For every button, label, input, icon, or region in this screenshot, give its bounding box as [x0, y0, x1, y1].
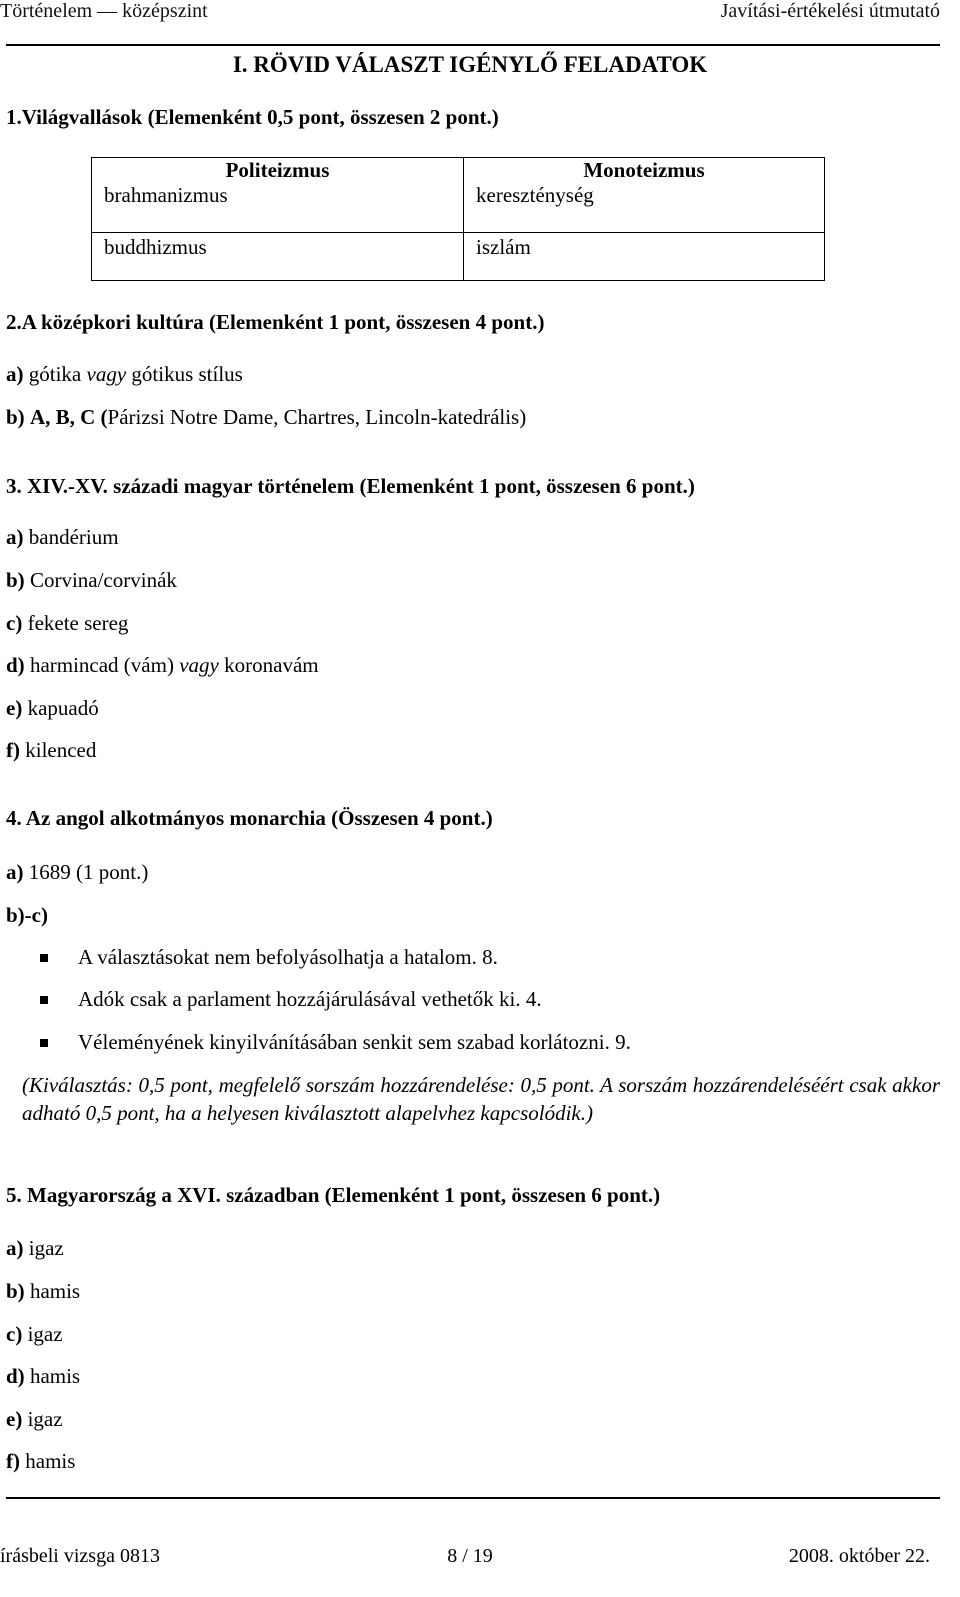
answer-label: a) — [6, 1236, 24, 1260]
header-rule — [6, 44, 940, 46]
bullet-icon — [40, 954, 48, 962]
answer-text: harmincad (vám) — [29, 653, 174, 677]
q5-answer-f — [6, 1449, 75, 1474]
answer-text: igaz — [27, 1322, 63, 1346]
q2-answer-b — [6, 405, 526, 430]
q2-answer-a — [6, 362, 243, 387]
footer-date: 2008. október 22. — [788, 1545, 930, 1567]
monotheism-item: iszlám — [476, 235, 531, 259]
answer-label: f) — [6, 738, 20, 762]
answer-label: c) — [6, 611, 23, 635]
q1-heading: 1.Világvallások (Elemenként 0,5 pont, összesen 2 pont.) — [6, 105, 499, 129]
q4-heading: 4. Az angol alkotmányos monarchia (Összesen 4 pont.) — [6, 806, 493, 830]
q3-answer-e — [6, 696, 99, 721]
q5-answer-d — [6, 1364, 80, 1389]
answer-text: 1689 (1 pont.) — [28, 860, 149, 884]
q3-heading: 3. XIV.-XV. századi magyar történelem (Elemenként 1 pont, összesen 6 pont.) — [6, 474, 695, 498]
principle-item: Adók csak a parlament hozzájárulásával vethetők ki. 4. — [78, 987, 542, 1011]
q3-answer-c — [6, 611, 128, 636]
principle-item: A választásokat nem befolyásolhatja a hatalom. 8. — [78, 945, 498, 969]
principle-item: Véleményének kinyilvánításában senkit sem szabad korlátozni. 9. — [78, 1030, 631, 1054]
answer-text: igaz — [27, 1407, 63, 1431]
answer-text: hamis — [29, 1279, 81, 1303]
q5-answer-c — [6, 1322, 63, 1347]
answer-label: d) — [6, 653, 25, 677]
answer-text: hamis — [25, 1449, 76, 1473]
answer-text: fekete sereg — [27, 611, 129, 635]
polytheism-item: buddhizmus — [104, 235, 207, 259]
page-title: I. RÖVID VÁLASZT IGÉNYLŐ FELADATOK — [232, 52, 708, 77]
answer-label: b) — [6, 405, 25, 429]
scoring-note: (Kiválasztás: 0,5 pont, megfelelő sorszám hozzárendelése: 0,5 pont. A sorszám hozzárendeléséért csak akkor adható 0,5 pont, ha a helyesen kiválasztott alapelvhez kapcsolódik.) — [22, 1073, 940, 1125]
answer-label: a) — [6, 362, 24, 386]
monotheism-header: Monoteizmus — [583, 158, 705, 182]
q3-answer-f — [6, 738, 96, 763]
q5-answer-a — [6, 1236, 64, 1261]
answer-letters: A, B, C ( — [29, 405, 108, 429]
polytheism-header: Politeizmus — [225, 158, 330, 182]
answer-label: b) — [6, 1279, 25, 1303]
monotheism-cell — [464, 233, 825, 281]
answer-label: c) — [6, 1322, 23, 1346]
bullet-icon — [40, 1039, 48, 1047]
q5-answer-e — [6, 1407, 63, 1432]
q4-answer-a — [6, 860, 148, 885]
q5-heading: 5. Magyarország a XVI. században (Elemenként 1 pont, összesen 6 pont.) — [6, 1183, 661, 1207]
alternative-connector: vagy — [86, 362, 127, 386]
answer-text: kapuadó — [27, 696, 99, 720]
footer-exam-code: írásbeli vizsga 0813 — [0, 1545, 160, 1567]
q3-answer-d — [6, 653, 319, 678]
answer-text: Párizsi Notre Dame, Chartres, Lincoln-katedrális) — [107, 405, 527, 429]
answer-text: gótikus stílus — [131, 362, 243, 386]
answer-label: e) — [6, 1407, 23, 1431]
header-doc-type: Javítási-értékelési útmutató — [720, 0, 940, 22]
answer-text: kilenced — [25, 738, 97, 762]
answer-label: b) — [6, 568, 25, 592]
answer-label: a) — [6, 525, 24, 549]
alternative-connector: vagy — [179, 653, 219, 677]
answer-label: e) — [6, 696, 23, 720]
religions-table — [91, 157, 825, 281]
polytheism-cell — [92, 158, 464, 233]
answer-label: f) — [6, 1449, 20, 1473]
answer-label: a) — [6, 860, 24, 884]
answer-text: koronavám — [224, 653, 319, 677]
monotheism-item: kereszténység — [476, 183, 594, 207]
answer-text: gótika — [28, 362, 82, 386]
polytheism-cell — [92, 233, 464, 281]
answer-text: hamis — [29, 1364, 81, 1388]
bullet-icon — [40, 996, 48, 1004]
footer-rule — [6, 1497, 940, 1499]
polytheism-item: brahmanizmus — [104, 183, 228, 207]
answer-label: d) — [6, 1364, 25, 1388]
page-number: 8 / 19 — [447, 1545, 493, 1567]
answer-label: b)-c) — [6, 903, 48, 927]
answer-text: bandérium — [28, 525, 119, 549]
q4-answer-bc — [6, 903, 48, 928]
q3-answer-a — [6, 525, 119, 550]
answer-text: igaz — [28, 1236, 64, 1260]
q2-heading: 2.A középkori kultúra (Elemenként 1 pont, összesen 4 pont.) — [6, 310, 545, 334]
answer-text: Corvina/corvinák — [29, 568, 177, 592]
q5-answer-b — [6, 1279, 80, 1304]
monotheism-cell — [464, 158, 825, 233]
q3-answer-b — [6, 568, 177, 593]
header-subject: Történelem — középszint — [0, 0, 208, 22]
